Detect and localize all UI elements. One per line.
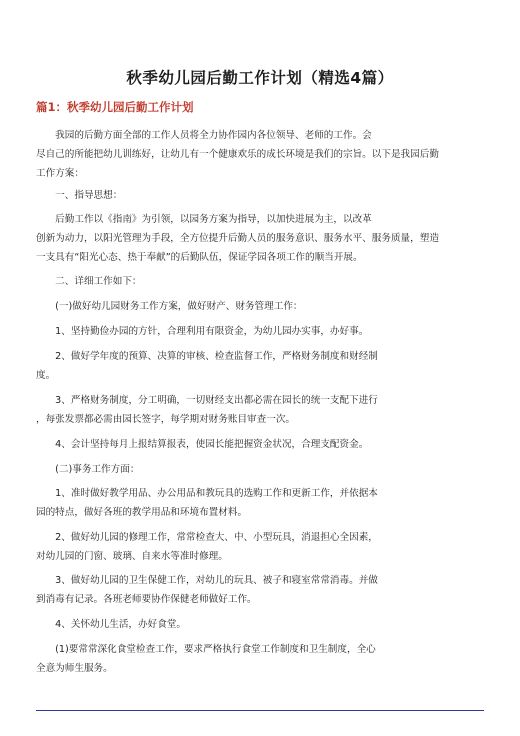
paragraph-line: 一、指导思想：: [36, 190, 123, 201]
paragraph-line: 一支具有“阳光心态、热于奉献”的后勤队伍，保证学园各项工作的顺当开展。: [36, 252, 363, 263]
paragraph-line: 1、准时做好教学用品、办公用品和教玩具的选购工作和更新工作，并依据本: [36, 488, 378, 499]
paragraph-line: (二)事务工作方面：: [36, 464, 140, 475]
paragraph-line: 创新为动力，以阳光管理为手段，全方位提升后勤人员的服务意识、服务水平、服务质量，塑造: [36, 233, 439, 244]
paragraph-line: 我园的后勤方面全部的工作人员将全力协作园内各位领导、老师的工作。会: [36, 130, 372, 141]
paragraph-line: 园的特点，做好各班的教学用品和环境布置材料。: [36, 507, 248, 518]
paragraph-line: 3、做好幼儿园的卫生保健工作，对幼儿的玩具、被子和寝室常常消毒。并做: [36, 575, 378, 586]
paragraph-line: 全意为师生服务。: [36, 663, 113, 674]
footer-divider: [36, 710, 484, 711]
document-title: 秋季幼儿园后勤工作计划（精选4篇）: [126, 69, 394, 87]
paragraph-line: (一)做好幼儿园财务工作方案，做好财产、财务管理工作：: [36, 301, 303, 312]
paragraph-line: 工作方案：: [36, 168, 84, 179]
paragraph-line: 4、会计坚持每月上报结算报表，使园长能把握资金状况，合理支配资金。: [36, 439, 369, 450]
paragraph-line: 4、关怀幼儿生活，办好食堂。: [36, 619, 187, 630]
section-heading: 篇1：秋季幼儿园后勤工作计划: [36, 100, 194, 114]
paragraph-line: 后勤工作以《指南》为引领，以园务方案为指导，以加快进展为主，以改革: [36, 214, 372, 225]
paragraph-line: 尽自己的所能把幼儿训练好，让幼儿有一个健康欢乐的成长环境是我们的宗旨。以下是我园后勤: [36, 149, 439, 160]
paragraph-line: 到消毒有记录。各班老师要协作保健老师做好工作。: [36, 594, 257, 605]
paragraph-line: 对幼儿园的门窗、玻璃、自来水等准时修理。: [36, 551, 228, 562]
paragraph-line: ，每张发票都必需由园长签字，每学期对财务账目审查一次。: [36, 414, 296, 425]
paragraph-line: 3、严格财务制度，分工明确，一切财经支出都必需在园长的统一支配下进行: [36, 395, 378, 406]
paragraph-line: 度。: [36, 370, 56, 381]
paragraph-line: (1)要常常深化食堂检查工作，要求严格执行食堂工作制度和卫生制度，全心: [36, 644, 376, 655]
paragraph-line: 1、坚持勤俭办园的方针，合理利用有限资金，为幼儿园办实事，办好事。: [36, 326, 369, 337]
paragraph-line: 2、做好幼儿园的修理工作，常常检查大、中、小型玩具，消退担心全因素，: [36, 532, 378, 543]
paragraph-line: 2、做好学年度的预算、决算的审核、检查监督工作，严格财务制度和财经制: [36, 351, 378, 362]
paragraph-line: 二、详细工作如下：: [36, 276, 142, 287]
